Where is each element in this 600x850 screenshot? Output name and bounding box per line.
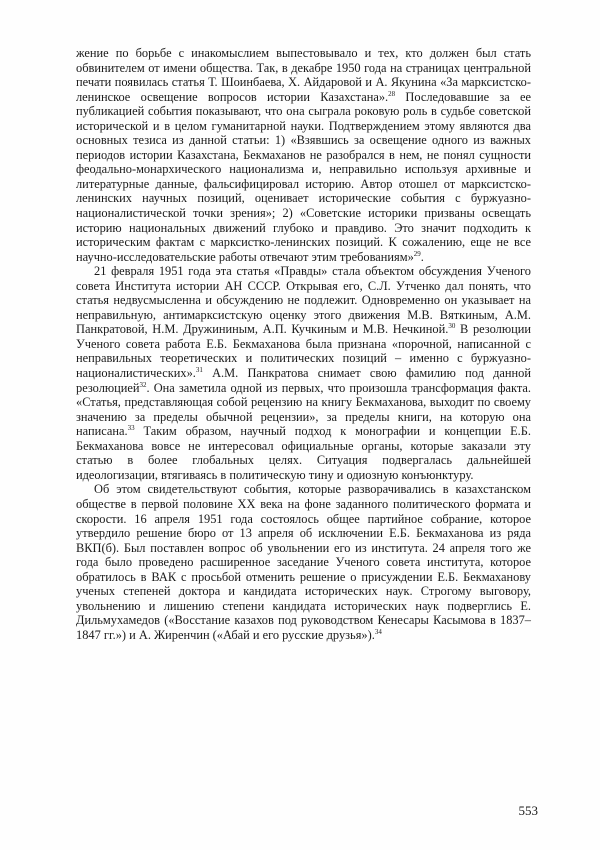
text-run: 21 февраля 1951 года эта статья «Правды» стала объектом обсуждения Ученого совета Института истории АН СССР. Открывая его, С.Л. Утченко дал понять, что статья недвусмысленна и обсуждению не подлежит. Одновременно он указывает на неправильную, антимарксистскую оценку этого движения М.В. Вяткиным, А.М. Панкратовой, Н.М. Дружининым, А.П. Кучкиным и М.В. Нечкиной.	[76, 264, 531, 337]
text-run: Последовавшие за ее публикацией события показывают, что она сыграла роковую роль в судьбе советской исторической и в целом гуманитарной науки. Подтверждением этому являются два основных тезиса из данной статьи: 1) «Взявшись за освещение одного из важных периодов истории Казахстана, Бекмаханов не разобрался в нем, не понял сущности феодально-монархического национализма и, неправильно используя архивные и литературные данные, фальсифицировал историю. Автор отошел от марксистско-ленинских научных позиций, оценивает исторические события с буржуазно-националистической точки зрения»; 2) «Советские историки призваны освещать историю национальных движений глубоко и правдиво. Это значит подходить к историческим фактам с марксистко-ленинских позиций. К сожалению, еще не все научно-исследовательские работы отвечают этим требованиям»	[76, 89, 531, 264]
text-run: жение по борьбе с инакомыслием выпестовывало и тех, кто должен был стать обвинителем от имени общества. Так, в декабре 1950 года на страницах центральной печати появилась статья Т. Шоинбаева, Х. Айдаровой и А. Якунина «За марксистско-ленинское освещение вопросов истории Казахстана».	[76, 46, 531, 104]
text-run: .	[420, 249, 424, 264]
text-run: . Она заметила одной из первых, что произошла трансформация факта. «Статья, представляющая собой рецензию на книгу Бекмаханова, выходит по своему значению за пределы обычной рецензии», за пределы книги, на которую она написана.	[76, 380, 531, 439]
footnote-ref: 34	[374, 627, 382, 636]
body-text	[76, 46, 531, 642]
footnote-ref: 33	[127, 424, 135, 433]
text-run: А.М. Панкратова снимает свою фамилию под данной резолюцией	[76, 366, 531, 395]
footnote-ref: 29	[413, 249, 421, 258]
footnote-ref: 31	[195, 365, 203, 374]
paragraph-1	[76, 46, 531, 264]
paragraph-3	[76, 482, 531, 642]
text-run: Таким образом, научный подход к монографии и концепции Е.Б. Бекмаханова вовсе не интересовал официальные органы, которые заказали эту статью в более глобальных целях. Ситуация подвергалась дальнейшей идеологизации, втягиваясь в политическую тину и одиозную конъюнктуру.	[76, 424, 531, 482]
page-number: 553	[518, 803, 538, 818]
text-run: Об этом свидетельствуют события, которые разворачивались в казахстанском обществе в первой половине XX века на фоне заданного политического формата и скорости. 16 апреля 1951 года состоялось общее партийное собрание, которое утвердило решение бюро от 13 апреля об исключении Е.Б. Бекмаханова из ряда ВКП(б). Был поставлен вопрос об увольнении его из института. 24 апреля того же года было проведено расширенное заседание Ученого совета института, которое обратилось в ВАК с просьбой отменить решение о присуждении Е.Б. Бекмаханову ученых степеней доктора и кандидата исторических наук. Строгому выговору, увольнению и лишению степени кандидата исторических наук подверглись Е. Дильмухамедов («Восстание казахов под руководством Кенесары Касымова в 1837–1847 гг.») и А. Жиренчин («Абай и его русские друзья»).	[76, 482, 531, 642]
paragraph-2	[76, 264, 531, 482]
footnote-ref: 30	[448, 322, 456, 331]
text-run: В резолюции Ученого совета работа Е.Б. Бекмаханова была признана «порочной, написанной с неправильных теоретических и политических позиций – именно с буржуазно-националистических».	[76, 322, 531, 381]
footnote-ref: 32	[139, 380, 147, 389]
footnote-ref: 28	[388, 89, 396, 98]
